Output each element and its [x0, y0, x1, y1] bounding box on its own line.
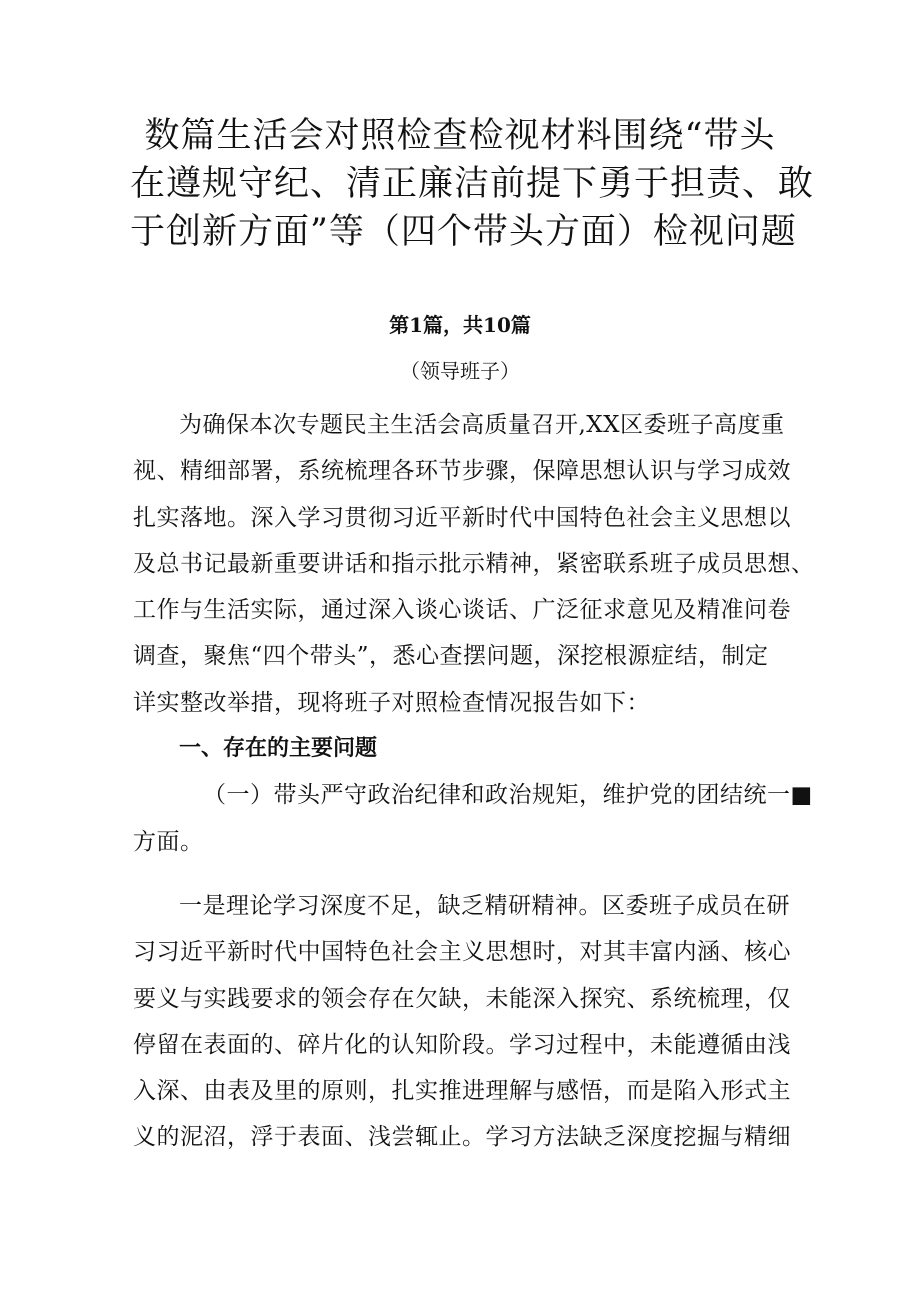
- title-line: 数篇生活会对照检查检视材料围绕“带头: [144, 116, 776, 156]
- paragraph-line: 义的泥沼，浮于表面、浅尝辄止。学习方法缺乏深度挖掘与精细: [133, 1124, 791, 1151]
- subsection-line: 方面。: [133, 828, 204, 855]
- document-title: [130, 112, 815, 256]
- document-subtitle: 第1篇，共10篇: [389, 313, 531, 337]
- paragraph-line: 停留在表面的、碎片化的认知阶段。学习过程中，未能遵循由浅: [133, 1031, 791, 1058]
- title-line: 在遵规守纪、清正廉洁前提下勇于担责、敢: [130, 164, 815, 204]
- document-body: [133, 402, 815, 1161]
- intro-line: 视、精细部署，系统梳理各环节步骤，保障思想认识与学习成效: [133, 458, 791, 485]
- title-line: 于创新方面”等（四个带头方面）检视问题: [130, 212, 797, 252]
- paragraph-line: 要义与实践要求的领会存在欠缺，未能深入探究、系统梳理，仅: [133, 985, 791, 1012]
- intro-line: 扎实落地。深入学习贯彻习近平新时代中国特色社会主义思想以: [133, 504, 791, 531]
- paragraph-gap: [133, 865, 795, 883]
- paragraph-line: 入深、由表及里的原则，扎实推进理解与感悟，而是陷入形式主: [133, 1078, 791, 1105]
- document-group-label: （领导班子）: [400, 359, 520, 383]
- paragraph-line: 习习近平新时代中国特色社会主义思想时，对其丰富内涵、核心: [133, 939, 791, 966]
- intro-line: 及总书记最新重要讲话和指示批示精神，紧密联系班子成员思想、: [133, 550, 815, 577]
- section-heading: 一、存在的主要问题: [179, 736, 378, 762]
- intro-line: 详实整改举措，现将班子对照检查情况报告如下：: [133, 689, 650, 716]
- subsection-line: （一）带头严守政治纪律和政治规矩，维护党的团结统一■: [203, 782, 813, 809]
- intro-line: 为确保本次专题民主生活会高质量召开,XX区委班子高度重: [179, 412, 785, 438]
- intro-line: 工作与生活实际，通过深入谈心谈话、广泛征求意见及精准问卷: [133, 597, 791, 624]
- intro-line: 调查，聚焦“四个带头”，悉心查摆问题，深挖根源症结，制定: [133, 643, 769, 670]
- paragraph-line: 一是理论学习深度不足，缺乏精研精神。区委班子成员在研: [179, 892, 790, 919]
